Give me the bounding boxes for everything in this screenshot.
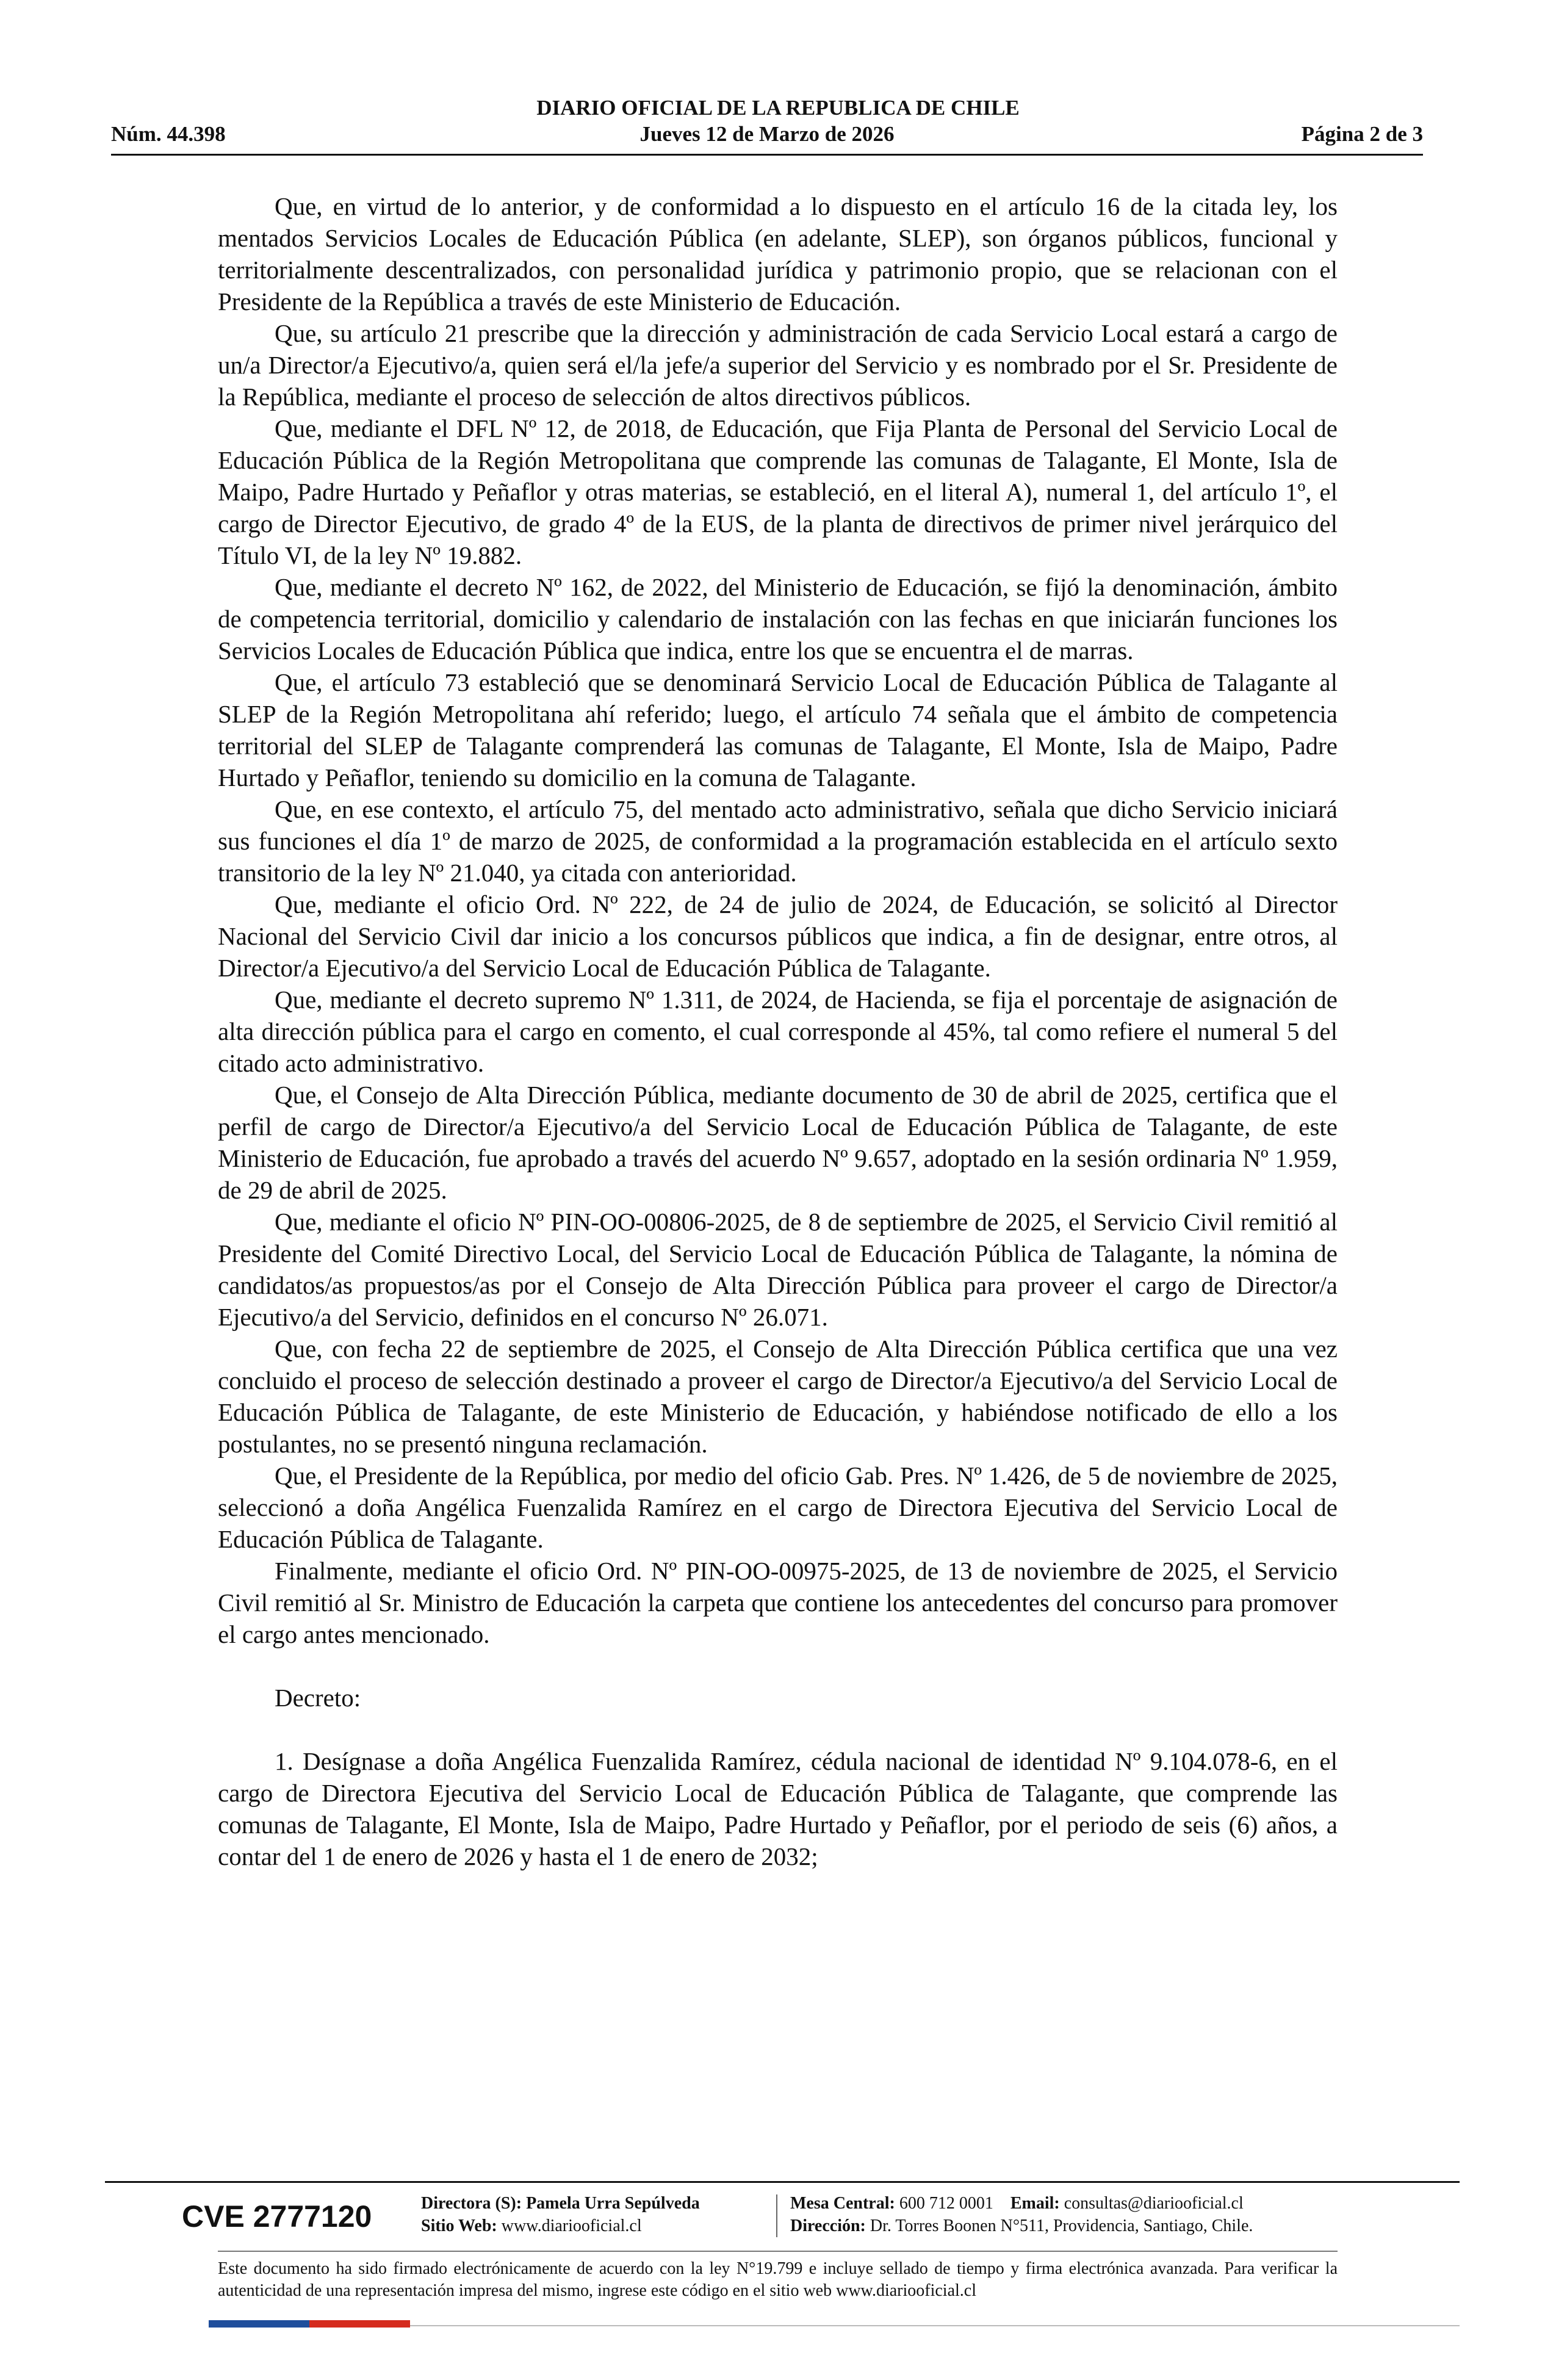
- phone-label: Mesa Central:: [790, 2194, 895, 2213]
- header-divider: [111, 154, 1423, 156]
- paragraph: Que, mediante el decreto Nº 162, de 2022, del Ministerio de Educación, se fijó la denominación, ámbito de competencia territorial, domicilio y calendario de instalación con las fechas en que iniciarán funciones los Servicios Locales de Educación Pública que indica, entre los que se encuentra el de marras.: [218, 573, 1338, 665]
- phone-value: 600 712 0001: [899, 2194, 993, 2213]
- bottom-divider: [410, 2325, 1460, 2326]
- address-value: Dr. Torres Boonen N°511, Providencia, Santiago, Chile.: [870, 2216, 1253, 2235]
- website-label: Sitio Web:: [421, 2216, 497, 2235]
- paragraph: Que, con fecha 22 de septiembre de 2025, el Consejo de Alta Dirección Pública certifica que una vez concluido el proceso de selección destinado a proveer el cargo de Director/a Ejecutivo/a del Servicio Local de Educación Pública de Talagante, de este Ministerio de Educación, y habiéndose notificado de ello a los postulantes, no se presentó ninguna reclamación.: [218, 1335, 1338, 1458]
- document-body: [218, 190, 1338, 1872]
- paragraph: Que, en ese contexto, el artículo 75, del mentado acto administrativo, señala que dicho Servicio iniciará sus funciones el día 1º de marzo de 2025, de conformidad a la programación establecida en el artículo sexto transitorio de la ley Nº 21.040, ya citada con anterioridad.: [218, 795, 1338, 887]
- cve-code: CVE 2777120: [182, 2199, 372, 2234]
- website-link[interactable]: www.diariooficial.cl: [501, 2216, 642, 2235]
- footer-separator: [776, 2194, 777, 2237]
- paragraph: Que, el Consejo de Alta Dirección Pública, mediante documento de 30 de abril de 2025, certifica que el perfil de cargo de Director/a Ejecutivo/a del Servicio Local de Educación Pública de Talagante, de este Ministerio de Educación, fue aprobado a través del acuerdo Nº 9.657, adoptado en la sesión ordinaria Nº 1.959, de 29 de abril de 2025.: [218, 1081, 1338, 1204]
- flag-stripe: [209, 2320, 410, 2328]
- decree-article-1: 1. Desígnase a doña Angélica Fuenzalida Ramírez, cédula nacional de identidad Nº 9.104.078-6, en el cargo de Directora Ejecutiva del Servicio Local de Educación Pública de Talagante, que comprende las comunas de Talagante, El Monte, Isla de Maipo, Padre Hurtado y Peñaflor, por el periodo de seis (6) años, a contar del 1 de enero de 2026 y hasta el 1 de enero de 2032;: [218, 1747, 1338, 1870]
- flag-stripe-blue: [209, 2320, 309, 2328]
- paragraph: Que, su artículo 21 prescribe que la dirección y administración de cada Servicio Local estará a cargo de un/a Director/a Ejecutivo/a, quien será el/la jefe/a superior del Servicio y es nombrado por el Sr. Presidente de la República, mediante el proceso de selección de altos directivos públicos.: [218, 319, 1338, 411]
- paragraph: Que, mediante el oficio Ord. Nº 222, de 24 de julio de 2024, de Educación, se solicitó al Director Nacional del Servicio Civil dar inicio a los concursos públicos que indica, a fin de designar, entre otros, al Director/a Ejecutivo/a del Servicio Local de Educación Pública de Talagante.: [218, 890, 1338, 982]
- flag-stripe-red: [309, 2320, 410, 2328]
- paragraph: Finalmente, mediante el oficio Ord. Nº PIN-OO-00975-2025, de 13 de noviembre de 2025, el Servicio Civil remitió al Sr. Ministro de Educación la carpeta que contiene los antecedentes del concurso para promover el cargo antes mencionado.: [218, 1557, 1338, 1648]
- paragraph: Que, mediante el DFL Nº 12, de 2018, de Educación, que Fija Planta de Personal del Servicio Local de Educación Pública de la Región Metropolitana que comprende las comunas de Talagante, El Monte, Isla de Maipo, Padre Hurtado y Peñaflor y otras materias, se estableció, en el literal A), numeral 1, del artículo 1º, el cargo de Director Ejecutivo, de grado 4º de la EUS, de la planta de directivos de primer nivel jerárquico del Título VI, de la ley Nº 19.882.: [218, 414, 1338, 569]
- page-number: Página 2 de 3: [1301, 122, 1423, 146]
- email-label: Email:: [1010, 2194, 1060, 2213]
- paragraph: Que, mediante el oficio Nº PIN-OO-00806-2025, de 8 de septiembre de 2025, el Servicio Civil remitió al Presidente del Comité Directivo Local, del Servicio Local de Educación Pública de Talagante, la nómina de candidatos/as propuestos/as por el Consejo de Alta Dirección Pública para proveer el cargo de Director/a Ejecutivo/a del Servicio, definidos en el concurso Nº 26.071.: [218, 1208, 1338, 1331]
- footer-contact-block: [790, 2192, 1253, 2237]
- signature-notice: Este documento ha sido firmado electrónicamente de acuerdo con la ley N°19.799 e incluye sellado de tiempo y firma electrónica avanzada. Para verificar la autenticidad de una representación impresa del mismo, ingrese este código en el sitio web www.diariooficial.cl: [218, 2259, 1338, 2300]
- footer-divider: [105, 2181, 1460, 2183]
- issue-number: Núm. 44.398: [111, 122, 226, 146]
- paragraph: Que, el artículo 73 estableció que se denominará Servicio Local de Educación Pública de Talagante al SLEP de la Región Metropolitana ahí referido; luego, el artículo 74 señala que el ámbito de competencia territorial del SLEP de Talagante comprenderá las comunas de Talagante, El Monte, Isla de Maipo, Padre Hurtado y Peñaflor, teniendo su domicilio en la comuna de Talagante.: [218, 668, 1338, 792]
- paragraph: Que, mediante el decreto supremo Nº 1.311, de 2024, de Hacienda, se fija el porcentaje de asignación de alta dirección pública para el cargo en comento, el cual corresponde al 45%, tal como refiere el numeral 5 del citado acto administrativo.: [218, 986, 1338, 1077]
- director-name: Directora (S): Pamela Urra Sepúlveda: [421, 2194, 700, 2213]
- address-label: Dirección:: [790, 2216, 866, 2235]
- email-link[interactable]: consultas@diariooficial.cl: [1064, 2194, 1244, 2213]
- footer-director-block: [421, 2192, 700, 2237]
- decree-heading: Decreto:: [275, 1684, 361, 1712]
- footer-note-divider: [218, 2251, 1338, 2252]
- newspaper-title: DIARIO OFICIAL DE LA REPUBLICA DE CHILE: [536, 96, 1020, 120]
- paragraph: Que, el Presidente de la República, por medio del oficio Gab. Pres. Nº 1.426, de 5 de noviembre de 2025, seleccionó a doña Angélica Fuenzalida Ramírez en el cargo de Directora Ejecutiva del Servicio Local de Educación Pública de Talagante.: [218, 1462, 1338, 1553]
- paragraph: Que, en virtud de lo anterior, y de conformidad a lo dispuesto en el artículo 16 de la citada ley, los mentados Servicios Locales de Educación Pública (en adelante, SLEP), son órganos públicos, funcional y territorialmente descentralizados, con personalidad jurídica y patrimonio propio, que se relacionan con el Presidente de la República a través de este Ministerio de Educación.: [218, 192, 1338, 316]
- issue-date: Jueves 12 de Marzo de 2026: [639, 122, 895, 146]
